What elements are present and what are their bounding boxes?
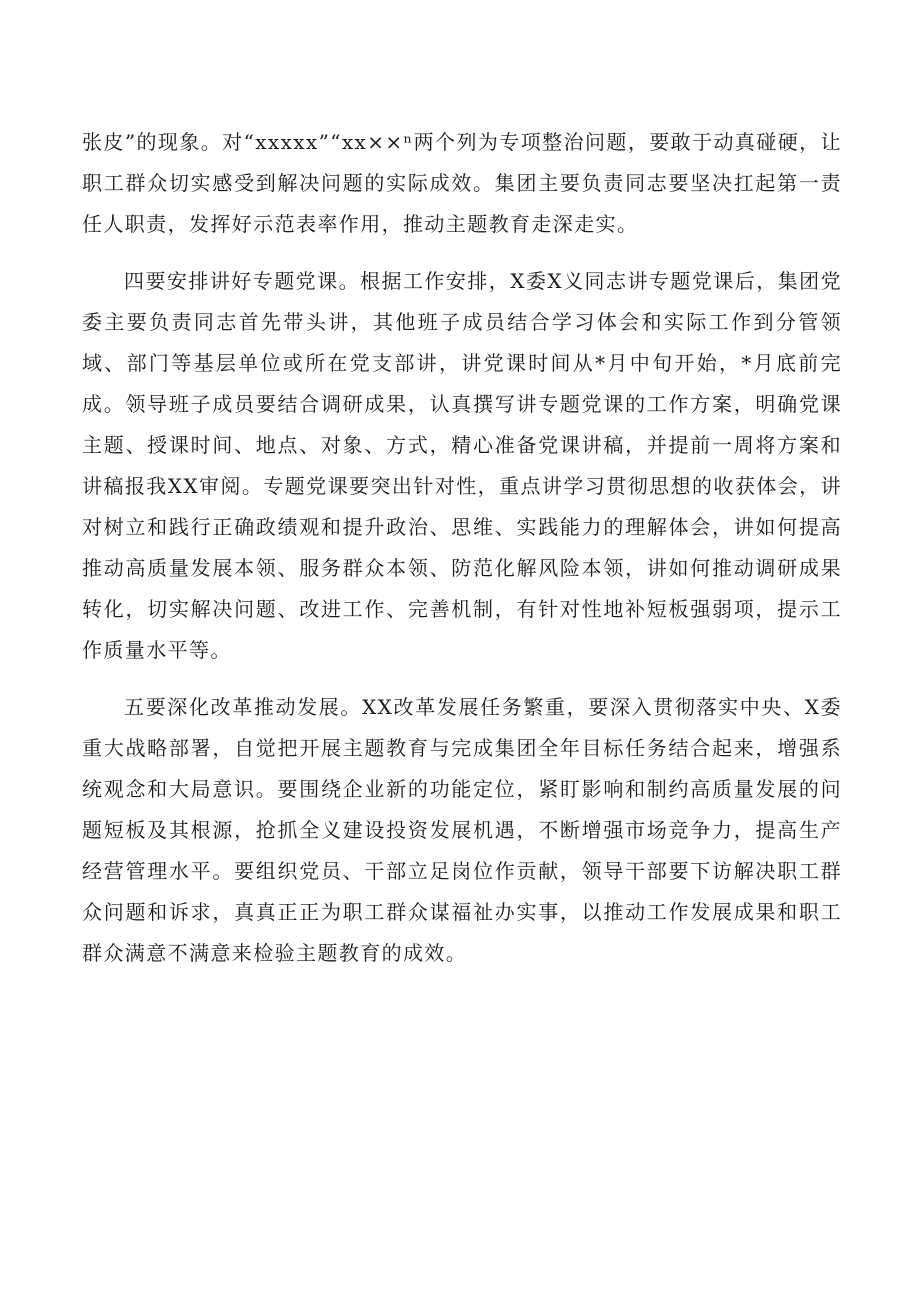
paragraph-continuation: 张皮”的现象。对“xxxxx”“xx××ⁿ两个列为专项整治问题，要敢于动真碰硬，让职工群众切实感受到解决问题的实际成效。集团主要负责同志要坚决扛起第一责任人职责，发挥好示范表率作用，推动主题教育走深走实。 [82, 130, 842, 236]
paragraph-reform-development: 五要深化改革推动发展。XX改革发展任务繁重，要深入贯彻落实中央、X委重大战略部署，自觉把开展主题教育与完成集团全年目标任务结合起来，增强系统观念和大局意识。要围绕企业新的功能定位，紧盯影响和制约高质量发展的问题短板及其根源，抢抓全义建设投资发展机遇，不断增强市场竞争力，提高生产经营管理水平。要组织党员、干部立足岗位作贡献，领导干部要下访解决职工群众问题和诉求，真真正正为职工群众谋福祉办实事，以推动工作发展成果和职工群众满意不满意来检验主题教育的成效。 [82, 695, 842, 965]
document-body [82, 122, 842, 974]
paragraph-party-lecture: 四要安排讲好专题党课。根据工作安排，X委X义同志讲专题党课后，集团党委主要负责同志首先带头讲，其他班子成员结合学习体会和实际工作到分管领域、部门等基层单位或所在党支部讲，讲党课时间从*月中旬开始，*月底前完成。领导班子成员要结合调研成果，认真撰写讲专题党课的工作方案，明确党课主题、授课时间、地点、对象、方式，精心准备党课讲稿，并提前一周将方案和讲稿报我XX审阅。专题党课要突出针对性，重点讲学习贯彻思想的收获体会，讲对树立和践行正确政绩观和提升政治、思维、实践能力的理解体会，讲如何提高推动高质量发展本领、服务群众本领、防范化解风险本领，讲如何推动调研成果转化，切实解决问题、改进工作、完善机制，有针对性地补短板强弱项，提示工作质量水平等。 [82, 269, 842, 662]
